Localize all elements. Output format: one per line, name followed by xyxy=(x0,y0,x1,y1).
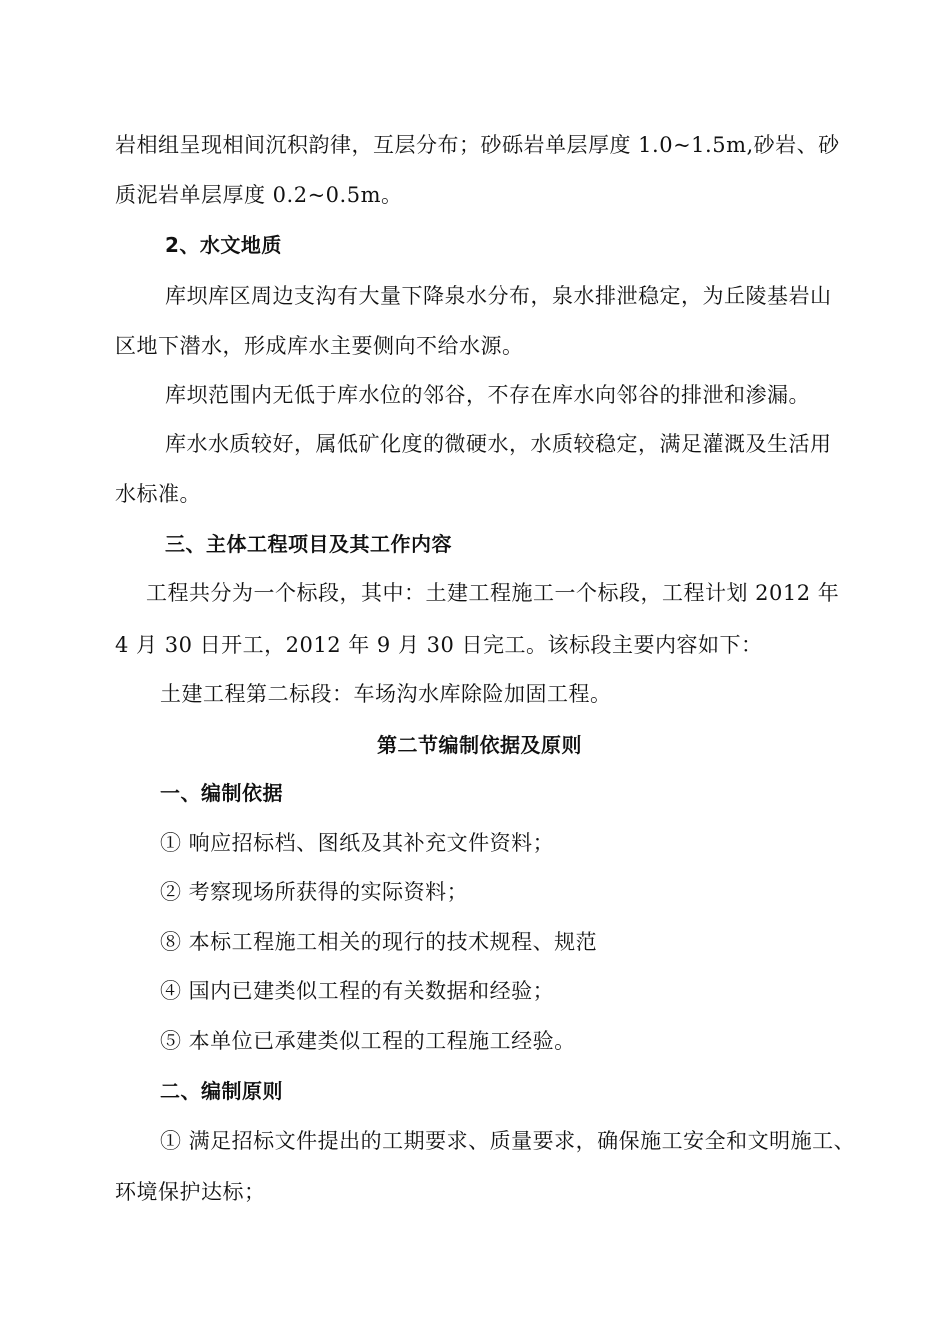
list-item: ① 响应招标档、图纸及其补充文件资料； xyxy=(160,831,555,855)
heading-principle: 二、编制原则 xyxy=(160,1079,283,1103)
heading-main-works: 三、主体工程项目及其工作内容 xyxy=(165,532,452,556)
paragraph-line: 质泥岩单层厚度 0.2~0.5m。 xyxy=(115,183,403,207)
paragraph-line: 库坝范围内无低于库水位的邻谷，不存在库水向邻谷的排泄和渗漏。 xyxy=(165,383,810,407)
paragraph-line: 土建工程第二标段：车场沟水库除险加固工程。 xyxy=(160,682,612,706)
paragraph-line: 工程共分为一个标段，其中：土建工程施工一个标段，工程计划 2012 年 xyxy=(146,581,840,605)
section-title: 第二节编制依据及原则 xyxy=(377,733,582,757)
list-item: ⑧ 本标工程施工相关的现行的技术规程、规范 xyxy=(160,930,598,954)
heading-hydrogeology: 2、水文地质 xyxy=(165,233,282,257)
paragraph-line: 库坝库区周边支沟有大量下降泉水分布，泉水排泄稳定，为丘陵基岩山 xyxy=(165,284,832,308)
paragraph-line: 岩相组呈现相间沉积韵律，互层分布；砂砾岩单层厚度 1.0~1.5m,砂岩、砂 xyxy=(115,133,840,157)
list-item: ④ 国内已建类似工程的有关数据和经验； xyxy=(160,979,555,1003)
heading-basis: 一、编制依据 xyxy=(160,781,283,805)
paragraph-line: 环境保护达标； xyxy=(115,1180,266,1204)
paragraph-line: 区地下潜水，形成库水主要侧向不给水源。 xyxy=(115,334,524,358)
paragraph-line: ① 满足招标文件提出的工期要求、质量要求，确保施工安全和文明施工、 xyxy=(160,1129,856,1153)
list-item: ② 考察现场所获得的实际资料； xyxy=(160,880,469,904)
list-item: ⑤ 本单位已承建类似工程的工程施工经验。 xyxy=(160,1029,576,1053)
paragraph-line: 水标准。 xyxy=(115,482,201,506)
paragraph-line: 4 月 30 日开工，2012 年 9 月 30 日完工。该标段主要内容如下： xyxy=(115,633,763,657)
paragraph-line: 库水水质较好，属低矿化度的微硬水，水质较稳定，满足灌溉及生活用 xyxy=(165,432,832,456)
